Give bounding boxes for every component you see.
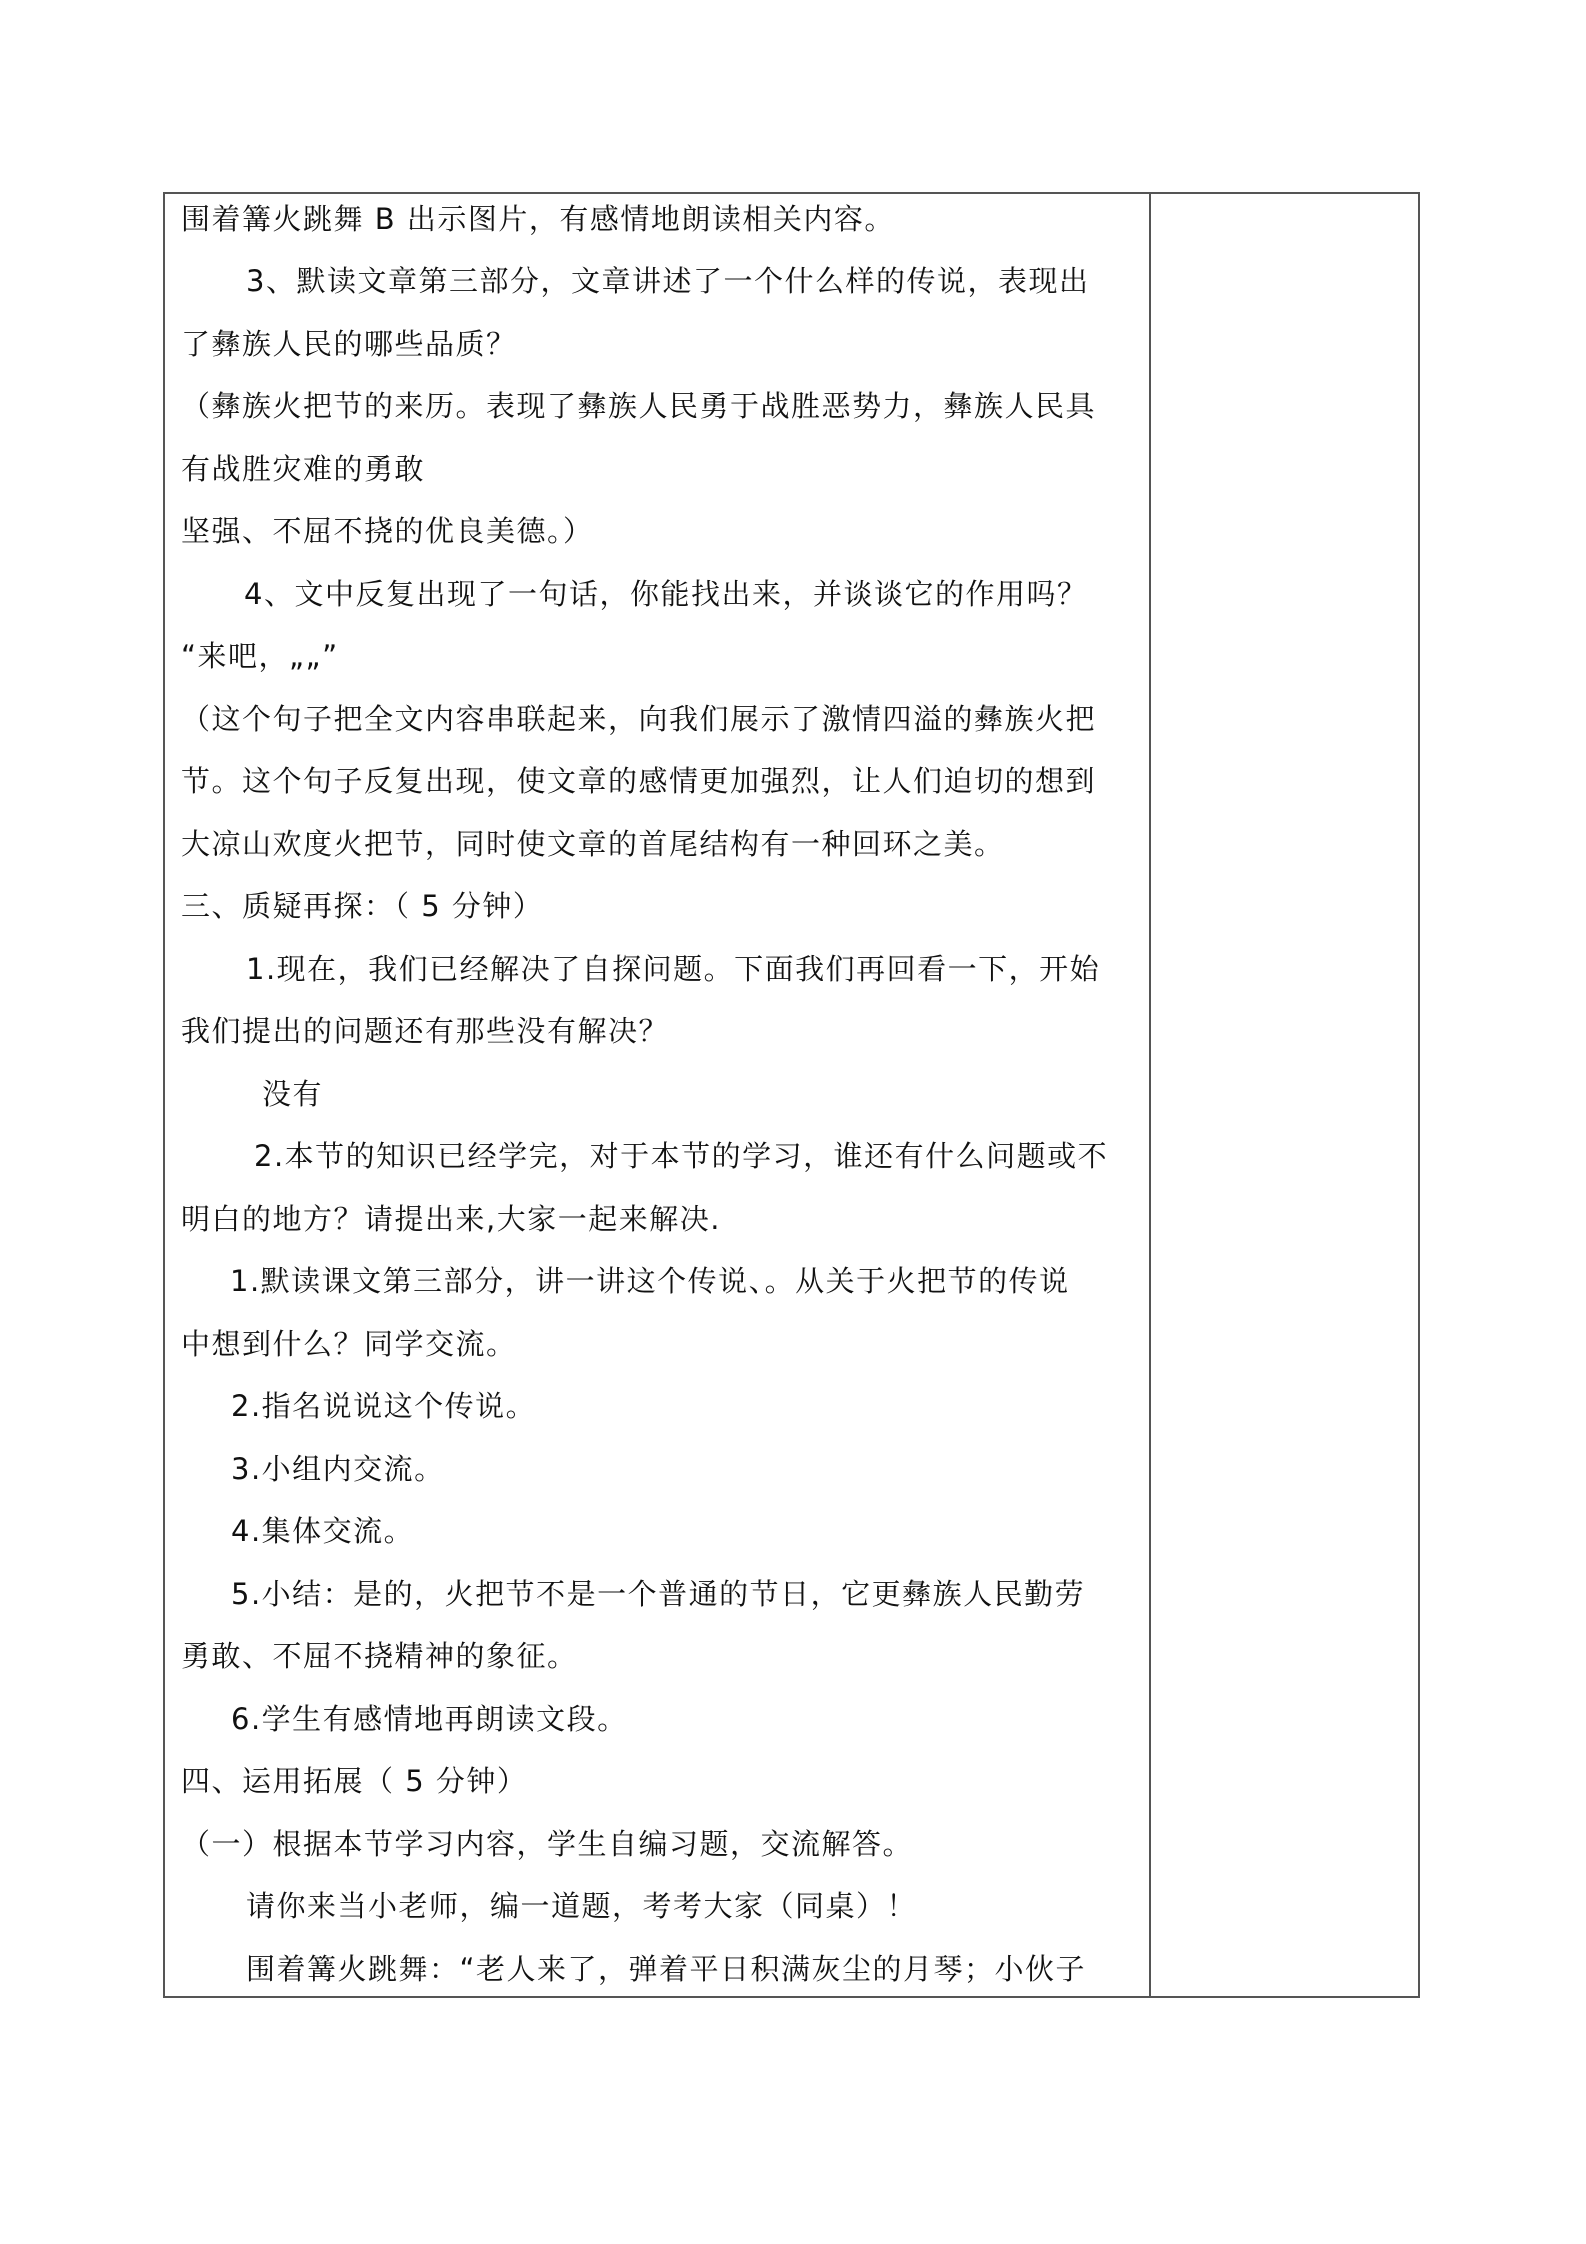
text-line: 2.指名说说这个传说。 (231, 1389, 537, 1423)
text-line: 勇敢、不屈不挠精神的象征。 (181, 1639, 578, 1673)
text-line: “来吧，„„” (181, 639, 339, 673)
notes-cell (1151, 194, 1418, 1996)
lesson-table (163, 192, 1420, 1998)
text-line: 2.本节的知识已经学完，对于本节的学习，谁还有什么问题或不 (254, 1139, 1109, 1173)
text-line: 4、文中反复出现了一句话，你能找出来，并谈谈它的作用吗？ (244, 577, 1088, 611)
text-line: 4.集体交流。 (231, 1514, 415, 1548)
text-line: 3、默读文章第三部分，文章讲述了一个什么样的传说，表现出 (246, 264, 1090, 298)
text-line: 中想到什么？同学交流。 (181, 1327, 517, 1361)
text-line: 明白的地方？请提出来,大家一起来解决. (181, 1202, 721, 1236)
text-line: 我们提出的问题还有那些没有解决？ (181, 1014, 670, 1048)
text-line: 没有 (262, 1077, 324, 1111)
text-line: 1.默读课文第三部分，讲一讲这个传说、。从关于火把节的传说 (230, 1264, 1070, 1298)
text-line: 有战胜灾难的勇敢 (181, 452, 426, 486)
text-line: 围着篝火跳舞：“老人来了，弹着平日积满灰尘的月琴；小伙子 (246, 1952, 1087, 1986)
text-line: 了彝族人民的哪些品质？ (181, 327, 517, 361)
text-line: 1.现在，我们已经解决了自探问题。下面我们再回看一下，开始 (246, 952, 1101, 986)
text-line: 围着篝火跳舞 B 出示图片，有感情地朗读相关内容。 (181, 202, 895, 236)
section-heading: 三、质疑再探：（ 5 分钟） (181, 889, 544, 923)
text-line: 坚强、不屈不挠的优良美德。） (181, 514, 594, 548)
text-line: 6.学生有感情地再朗读文段。 (231, 1702, 628, 1736)
content-cell (165, 194, 1151, 1996)
section-heading: 四、运用拓展（ 5 分钟） (181, 1764, 528, 1798)
text-line: （彝族火把节的来历。表现了彝族人民勇于战胜恶势力，彝族人民具 (181, 389, 1097, 423)
text-line: 节。这个句子反复出现，使文章的感情更加强烈，让人们迫切的想到 (181, 764, 1097, 798)
text-line: 大凉山欢度火把节，同时使文章的首尾结构有一种回环之美。 (181, 827, 1005, 861)
text-line: （这个句子把全文内容串联起来，向我们展示了激情四溢的彝族火把 (181, 702, 1097, 736)
text-line: 请你来当小老师，编一道题，考考大家（同桌）！ (246, 1889, 918, 1923)
text-line: 3.小组内交流。 (231, 1452, 445, 1486)
text-line: （一）根据本节学习内容，学生自编习题，交流解答。 (181, 1827, 914, 1861)
text-line: 5.小结：是的，火把节不是一个普通的节日，它更彝族人民勤劳 (231, 1577, 1086, 1611)
